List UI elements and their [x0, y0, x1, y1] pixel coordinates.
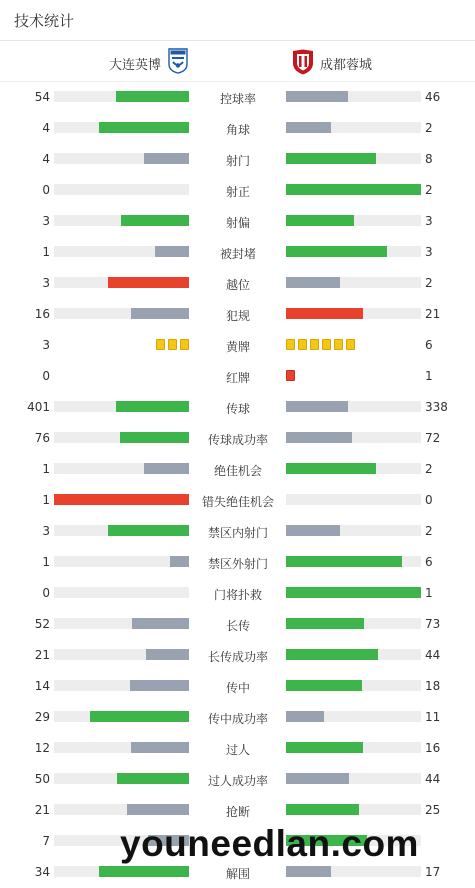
stat-row	[0, 733, 475, 764]
away-bar-track	[286, 246, 421, 257]
stat-label: 控球率	[219, 92, 256, 106]
stat-label: 抢断	[225, 805, 250, 819]
away-bar-track	[286, 494, 421, 505]
away-cards	[286, 370, 295, 382]
stat-label: 传中	[225, 681, 250, 695]
away-bar-track	[286, 525, 421, 536]
stat-row	[0, 423, 475, 454]
stat-row	[0, 330, 475, 361]
home-value: 76	[34, 431, 50, 445]
home-bar-fill	[116, 401, 189, 412]
away-bar-fill	[286, 308, 363, 319]
home-bar-track	[54, 680, 189, 691]
away-value: 338	[425, 400, 448, 414]
stat-row	[0, 578, 475, 609]
away-value: 6	[425, 338, 433, 352]
away-bar-fill	[286, 246, 387, 257]
away-bar-track	[286, 277, 421, 288]
away-value: 2	[425, 524, 433, 538]
home-bar-fill	[144, 463, 189, 474]
home-team-name[interactable]: 大连英博	[108, 58, 161, 73]
away-bar-track	[286, 463, 421, 474]
home-bar-fill	[116, 91, 189, 102]
home-bar-fill	[131, 308, 189, 319]
away-value: 2	[425, 276, 433, 290]
stat-row	[0, 206, 475, 237]
stat-label: 红牌	[225, 371, 250, 385]
page-header	[0, 0, 475, 41]
stat-row	[0, 82, 475, 113]
stat-label: 错失绝佳机会	[201, 495, 274, 509]
stat-label: 长传	[225, 619, 250, 633]
away-value: 0	[425, 493, 433, 507]
stat-label: 犯规	[225, 309, 250, 323]
away-bar-track	[286, 742, 421, 753]
home-bar-track	[54, 463, 189, 474]
away-value: 11	[425, 710, 441, 724]
home-bar-fill	[90, 711, 189, 722]
away-bar-fill	[286, 711, 324, 722]
home-bar-fill	[120, 432, 189, 443]
stat-row	[0, 268, 475, 299]
home-bar-track	[54, 556, 189, 567]
home-bar-fill	[108, 525, 189, 536]
red-card-icon	[286, 370, 295, 381]
away-bar-fill	[286, 525, 340, 536]
away-value: 3	[425, 245, 433, 259]
away-bar-fill	[286, 401, 348, 412]
home-value: 21	[34, 648, 50, 662]
away-value: 21	[425, 307, 441, 321]
stat-label: 过人	[225, 743, 250, 757]
home-bar-fill	[144, 153, 189, 164]
away-bar-track	[286, 587, 421, 598]
home-bar-fill	[127, 804, 189, 815]
stat-label: 长传成功率	[207, 650, 268, 664]
home-bar-track	[54, 742, 189, 753]
away-bar-fill	[286, 773, 349, 784]
home-bar-fill	[170, 556, 189, 567]
home-bar-fill	[132, 618, 189, 629]
home-value: 401	[27, 400, 50, 414]
yellow-card-icon	[322, 339, 331, 350]
home-bar-track	[54, 432, 189, 443]
home-bar-fill	[146, 649, 189, 660]
yellow-card-icon	[298, 339, 307, 350]
away-bar-fill	[286, 153, 376, 164]
away-value: 2	[425, 121, 433, 135]
home-cards	[156, 339, 189, 351]
away-value: 46	[425, 90, 441, 104]
away-bar-track	[286, 153, 421, 164]
stat-label: 被封堵	[219, 247, 256, 261]
yellow-card-icon	[334, 339, 343, 350]
away-bar-track	[286, 122, 421, 133]
away-value: 1	[425, 586, 433, 600]
stat-label: 传球	[225, 402, 250, 416]
stat-row	[0, 609, 475, 640]
away-bar-fill	[286, 866, 331, 877]
away-bar-fill	[286, 463, 376, 474]
away-bar-fill	[286, 122, 331, 133]
home-value: 50	[34, 772, 50, 786]
home-bar-track	[54, 184, 189, 195]
stat-row	[0, 175, 475, 206]
stat-label: 绝佳机会	[213, 464, 262, 478]
away-bar-fill	[286, 184, 421, 195]
away-bar-fill	[286, 432, 352, 443]
stat-row	[0, 144, 475, 175]
home-value: 14	[34, 679, 50, 693]
away-bar-track	[286, 432, 421, 443]
stat-row	[0, 671, 475, 702]
away-bar-track	[286, 618, 421, 629]
away-bar-track	[286, 401, 421, 412]
home-team-crest-icon[interactable]	[168, 48, 188, 74]
watermark-text: youneedlan.com	[120, 823, 419, 864]
home-bar-track	[54, 804, 189, 815]
stat-label: 传球成功率	[207, 433, 268, 447]
stat-row	[0, 113, 475, 144]
away-bar-track	[286, 649, 421, 660]
stat-row	[0, 299, 475, 330]
home-value: 54	[34, 90, 50, 104]
home-bar-track	[54, 866, 189, 877]
stats-list	[0, 82, 475, 888]
away-value: 2	[425, 462, 433, 476]
stat-row	[0, 485, 475, 516]
away-value: 17	[425, 865, 441, 879]
home-value: 1	[42, 245, 50, 259]
stat-row	[0, 361, 475, 392]
home-bar-track	[54, 277, 189, 288]
home-bar-fill	[131, 742, 189, 753]
stat-row	[0, 516, 475, 547]
home-bar-track	[54, 401, 189, 412]
away-bar-fill	[286, 680, 362, 691]
stat-label: 禁区内射门	[207, 526, 268, 540]
away-bar-fill	[286, 215, 354, 226]
yellow-card-icon	[286, 339, 295, 350]
away-bar-fill	[286, 649, 378, 660]
stat-row	[0, 702, 475, 733]
home-value: 3	[42, 276, 50, 290]
away-bar-fill	[286, 277, 340, 288]
stat-label: 传中成功率	[207, 712, 268, 726]
home-bar-track	[54, 153, 189, 164]
home-bar-fill	[99, 866, 189, 877]
home-bar-fill	[117, 773, 189, 784]
away-bar-track	[286, 556, 421, 567]
away-value: 6	[425, 555, 433, 569]
stat-row	[0, 640, 475, 671]
stat-row	[0, 237, 475, 268]
away-value: 72	[425, 431, 441, 445]
home-bar-track	[54, 711, 189, 722]
away-bar-fill	[286, 804, 359, 815]
away-value: 73	[425, 617, 441, 631]
home-bar-track	[54, 122, 189, 133]
home-value: 1	[42, 555, 50, 569]
home-value: 3	[42, 338, 50, 352]
home-value: 3	[42, 524, 50, 538]
home-bar-track	[54, 246, 189, 257]
yellow-card-icon	[346, 339, 355, 350]
away-cards	[286, 339, 355, 351]
away-bar-track	[286, 308, 421, 319]
home-bar-track	[54, 525, 189, 536]
stat-label: 射偏	[225, 216, 250, 230]
home-value: 7	[42, 834, 50, 848]
teams-row	[0, 41, 475, 82]
home-value: 0	[42, 586, 50, 600]
stat-row	[0, 392, 475, 423]
stat-row	[0, 764, 475, 795]
away-bar-track	[286, 866, 421, 877]
yellow-card-icon	[180, 339, 189, 350]
away-bar-track	[286, 215, 421, 226]
home-value: 1	[42, 493, 50, 507]
home-bar-track	[54, 215, 189, 226]
home-value: 12	[34, 741, 50, 755]
stat-label: 射正	[225, 185, 250, 199]
home-value: 52	[34, 617, 50, 631]
stat-row	[0, 547, 475, 578]
page-title: 技术统计	[14, 11, 75, 30]
home-bar-track	[54, 308, 189, 319]
away-value: 3	[425, 214, 433, 228]
stat-label: 禁区外射门	[207, 557, 268, 571]
away-bar-track	[286, 773, 421, 784]
away-value: 8	[425, 152, 433, 166]
yellow-card-icon	[168, 339, 177, 350]
away-bar-track	[286, 680, 421, 691]
stat-label: 越位	[225, 278, 250, 292]
away-value: 2	[425, 183, 433, 197]
home-value: 34	[34, 865, 50, 879]
away-bar-track	[286, 711, 421, 722]
away-value: 25	[425, 803, 441, 817]
home-bar-track	[54, 773, 189, 784]
home-bar-fill	[155, 246, 189, 257]
home-value: 29	[34, 710, 50, 724]
away-value: 16	[425, 741, 441, 755]
stat-label: 解围	[225, 867, 250, 881]
home-bar-fill	[54, 494, 189, 505]
home-value: 1	[42, 462, 50, 476]
home-bar-track	[54, 91, 189, 102]
home-value: 4	[42, 121, 50, 135]
stat-label: 黄牌	[225, 340, 250, 354]
stat-row	[0, 795, 475, 826]
stat-label: 射门	[225, 154, 250, 168]
away-value: 18	[425, 679, 441, 693]
stat-label: 角球	[225, 123, 250, 137]
away-bar-fill	[286, 556, 402, 567]
home-value: 16	[34, 307, 50, 321]
home-bar-fill	[108, 277, 189, 288]
away-bar-fill	[286, 742, 363, 753]
away-team-crest-icon[interactable]	[292, 49, 314, 75]
stat-row	[0, 454, 475, 485]
away-bar-track	[286, 91, 421, 102]
away-bar-fill	[286, 587, 421, 598]
home-value: 0	[42, 183, 50, 197]
home-value: 3	[42, 214, 50, 228]
away-bar-fill	[286, 91, 348, 102]
yellow-card-icon	[310, 339, 319, 350]
home-value: 4	[42, 152, 50, 166]
away-value: 1	[425, 369, 433, 383]
home-bar-track	[54, 618, 189, 629]
stat-label: 过人成功率	[207, 774, 268, 788]
away-team-name[interactable]: 成都蓉城	[320, 58, 373, 73]
home-bar-fill	[130, 680, 189, 691]
away-bar-track	[286, 184, 421, 195]
home-bar-track	[54, 649, 189, 660]
home-bar-fill	[99, 122, 189, 133]
away-value: 44	[425, 772, 441, 786]
away-value: 44	[425, 648, 441, 662]
away-bar-fill	[286, 618, 364, 629]
home-bar-track	[54, 587, 189, 598]
yellow-card-icon	[156, 339, 165, 350]
home-bar-fill	[121, 215, 189, 226]
stat-label: 门将扑救	[213, 588, 262, 602]
away-bar-track	[286, 804, 421, 815]
home-value: 0	[42, 369, 50, 383]
home-bar-track	[54, 494, 189, 505]
home-value: 21	[34, 803, 50, 817]
